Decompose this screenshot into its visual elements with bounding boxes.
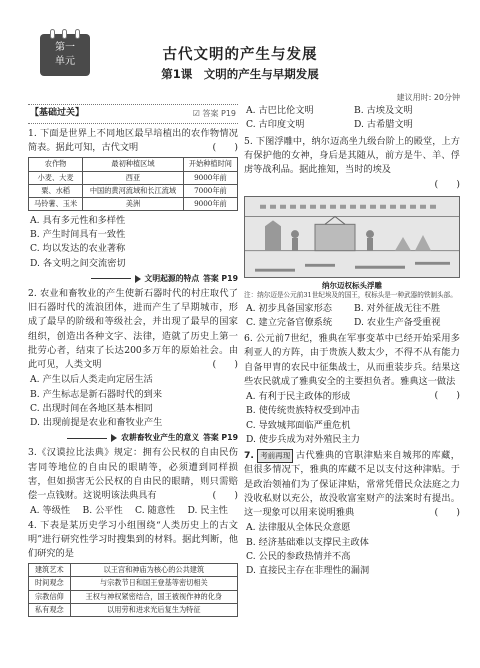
q2-option-b[interactable]: B. 产生标志是新石器时代的到来 — [30, 388, 163, 400]
table-cell: 私有观念 — [29, 603, 71, 616]
q5-option-d[interactable]: D. 农业生产备受重视 — [354, 316, 441, 328]
q1-col-header: 最初种植区域 — [83, 158, 184, 171]
tag-answer: 答案 P19 — [203, 273, 238, 283]
table-cell: 9000年前 — [183, 197, 237, 210]
q1-paren: ( ) — [212, 142, 238, 154]
page-title: 古代文明的产生与发展 — [162, 47, 318, 63]
table-row — [29, 197, 238, 210]
q7-option-d[interactable]: D. 直接民主存在非理性的漏洞 — [246, 565, 370, 577]
table-cell: 7000年前 — [183, 184, 237, 197]
q7-stem: 古代雅典的官职津贴来自城邦的库藏，但很多情况下，雅典的库藏不足以支付这种津贴。于是政治领袖们为了保证津贴，常常凭借民众法庭之力没收私财以充公，故没收富室财产的法案时有提出。这一现象可以用来说明雅典 — [244, 450, 460, 519]
table-cell: 以用劳和进求光后复生为特征 — [70, 603, 237, 616]
q2-option-c[interactable]: C. 出现时间在各地区基本相同 — [30, 402, 153, 414]
q2-option-a[interactable]: A. 产生以后人类走向定居生活 — [30, 374, 153, 386]
q7-number: 7. — [244, 450, 254, 462]
binder-rings-icon — [40, 29, 90, 39]
q1-col-header: 开始种植时间 — [183, 158, 237, 171]
q2-option-d[interactable]: D. 出现前提是农业和畜牧业产生 — [30, 417, 163, 429]
table-cell: 以王宫和神庙为核心的公共建筑 — [70, 564, 237, 577]
table-cell: 美洲 — [83, 197, 184, 210]
relief-image — [244, 196, 460, 278]
q6-option-b[interactable]: B. 使传统贵族特权受到冲击 — [246, 405, 360, 417]
q5-option-a[interactable]: A. 初步具备国家形态 — [246, 302, 332, 314]
table-row — [29, 590, 238, 603]
section-label: 【基础过关】 — [30, 108, 85, 118]
q5-option-c[interactable]: C. 建立完备官僚系统 — [246, 316, 333, 328]
lesson-subtitle: 第1课 文明的产生与早期发展 — [161, 67, 319, 81]
q4-stem: 4. 下表是某历史学习小组围绕“人类历史上的古文明”进行研究性学习时搜集到的材料。据此判断，他们研究的是 — [28, 519, 238, 560]
q7-option-b[interactable]: B. 经济基础难以支撑民主政体 — [246, 536, 369, 548]
q5-option-b[interactable]: B. 对外征战无往不胜 — [354, 302, 441, 314]
arrow-icon — [111, 434, 117, 442]
q1-option-a[interactable]: A. 具有多元性和多样性 — [30, 214, 126, 226]
table-cell: 宗教信仰 — [29, 590, 71, 603]
q3-option-b[interactable]: B. 公平性 — [82, 505, 123, 517]
q3-stem: 3.《汉谟拉比法典》规定：拥有公民权的自由民伤害同等地位的自由民的眼睛等，必须遭到同样损害，但如损害无公民权的自由民的眼睛，则只需赔偿一点钱财。这说明该法典具有 — [28, 447, 238, 502]
unit-label-line2: 单元 — [55, 56, 75, 67]
table-cell: 中国的黄河流域和长江流域 — [83, 184, 184, 197]
q4-option-c[interactable]: C. 古印度文明 — [246, 119, 305, 131]
question-2 — [28, 287, 238, 431]
figure-caption: 纳尔迈权标头浮雕 — [322, 280, 382, 290]
table-cell: 9000年前 — [183, 171, 237, 184]
q3-option-d[interactable]: D. 民主性 — [187, 505, 228, 517]
question-3 — [28, 446, 238, 518]
table-cell: 与宗教节日和国王登基等密切相关 — [70, 577, 237, 590]
q6-stem: 6. 公元前7世纪，雅典在军事变革中已经开始采用多利亚人的方阵，由于贵族人数太少，不得不从有能力自备甲胄的农民中征集战士，从而重装步兵。结果这些农民就成了雅典安全的主要担负者。雅典这一做法 — [244, 333, 460, 387]
table-cell: 小麦、大麦 — [29, 171, 83, 184]
q3-option-c[interactable]: C. 随意性 — [135, 505, 176, 517]
question-7 — [244, 449, 460, 578]
q6-option-c[interactable]: C. 导致城邦面临严重危机 — [246, 419, 351, 431]
arrow-icon — [135, 275, 141, 283]
q5-stem: 5. 下图浮雕中，纳尔迈高坐九级台阶上的殿堂，上方有保护他的女神，身后是其随从，前方是牛、羊、俘虏等战利品。据此推知，当时的埃及 — [244, 135, 460, 175]
q4-table — [28, 563, 238, 616]
q2-stem: 2. 农业和畜牧业的产生使新石器时代的村庄取代了旧石器时代的流浪团体，进而产生了早期城市，形成了最早的阶级和等级社会，并出现了最早的国家组织，创造出各种文字、法律，造就了历史上第一批劳心者，结束了长达200多万年的原始社会。由此可见，人类文明 — [28, 287, 238, 371]
table-row — [29, 564, 238, 577]
q5-paren: ( ) — [434, 179, 460, 191]
table-cell: 王权与神权紧密结合，国王被视作神的化身 — [70, 590, 237, 603]
figure-note: 注：纳尔迈是公元前31世纪埃及的国王，权标头是一种武器的铁制头部。 — [244, 291, 457, 300]
table-cell: 粟、水稻 — [29, 184, 83, 197]
question-5 — [244, 135, 460, 331]
q1-option-d[interactable]: D. 各文明之间交流密切 — [30, 257, 126, 269]
table-row — [29, 577, 238, 590]
q1-table — [28, 157, 238, 210]
table-cell: 时间观念 — [29, 577, 71, 590]
section-header — [28, 104, 238, 124]
table-cell: 建筑艺术 — [29, 564, 71, 577]
relief-illustration-icon — [245, 197, 459, 277]
exam-tag: 考前再现 — [257, 449, 293, 463]
answer-reference: ☑ 答案 P19 — [192, 108, 236, 118]
q4-option-a[interactable]: A. 古巴比伦文明 — [246, 105, 314, 116]
q6-option-d[interactable]: D. 使步兵成为对外殖民主力 — [246, 433, 360, 445]
q6-paren: ( ) — [434, 390, 460, 402]
q1-option-c[interactable]: C. 均以发达的农业著称 — [30, 243, 126, 255]
q7-option-c[interactable]: C. 公民的参政热情并不高 — [246, 550, 351, 562]
q1-col-header: 农作物 — [29, 158, 83, 171]
table-row — [29, 603, 238, 616]
q4-option-b[interactable]: B. 古埃及文明 — [354, 105, 413, 116]
question-6 — [244, 332, 460, 447]
knowledge-tag-1 — [28, 273, 238, 285]
knowledge-tag-2 — [28, 432, 238, 444]
q7-option-a[interactable]: A. 法律服从全体民众意愿 — [246, 522, 351, 534]
tag-answer: 答案 P19 — [203, 433, 238, 443]
right-column — [244, 104, 460, 578]
q4-options — [244, 104, 460, 133]
tag-label: 农耕畜牧业产生的意义 — [121, 433, 200, 443]
question-4 — [28, 519, 238, 617]
table-row — [29, 184, 238, 197]
q3-option-a[interactable]: A. 等级性 — [30, 505, 71, 517]
tag-label: 文明起源的特点 — [144, 273, 200, 283]
table-cell: 马铃薯、玉米 — [29, 197, 83, 210]
q6-option-a[interactable]: A. 有利于民主政体的形成 — [246, 391, 351, 403]
table-cell: 西亚 — [83, 171, 184, 184]
unit-label-line1: 第一 — [55, 42, 75, 53]
table-row — [29, 171, 238, 184]
q1-option-b[interactable]: B. 产生时间具有一致性 — [30, 229, 126, 240]
q1-stem: 1. 下面是世界上不同地区最早培植出的农作物情况简表。据此可知，古代文明 — [28, 127, 238, 154]
question-1 — [28, 127, 238, 271]
q3-paren: ( ) — [212, 490, 238, 502]
q7-paren: ( ) — [434, 507, 460, 519]
q2-paren: ( ) — [212, 359, 238, 371]
q4-option-d[interactable]: D. 古希腊文明 — [354, 119, 413, 131]
left-column — [28, 104, 238, 620]
suggested-time: 建议用时: 20分钟 — [396, 93, 460, 102]
